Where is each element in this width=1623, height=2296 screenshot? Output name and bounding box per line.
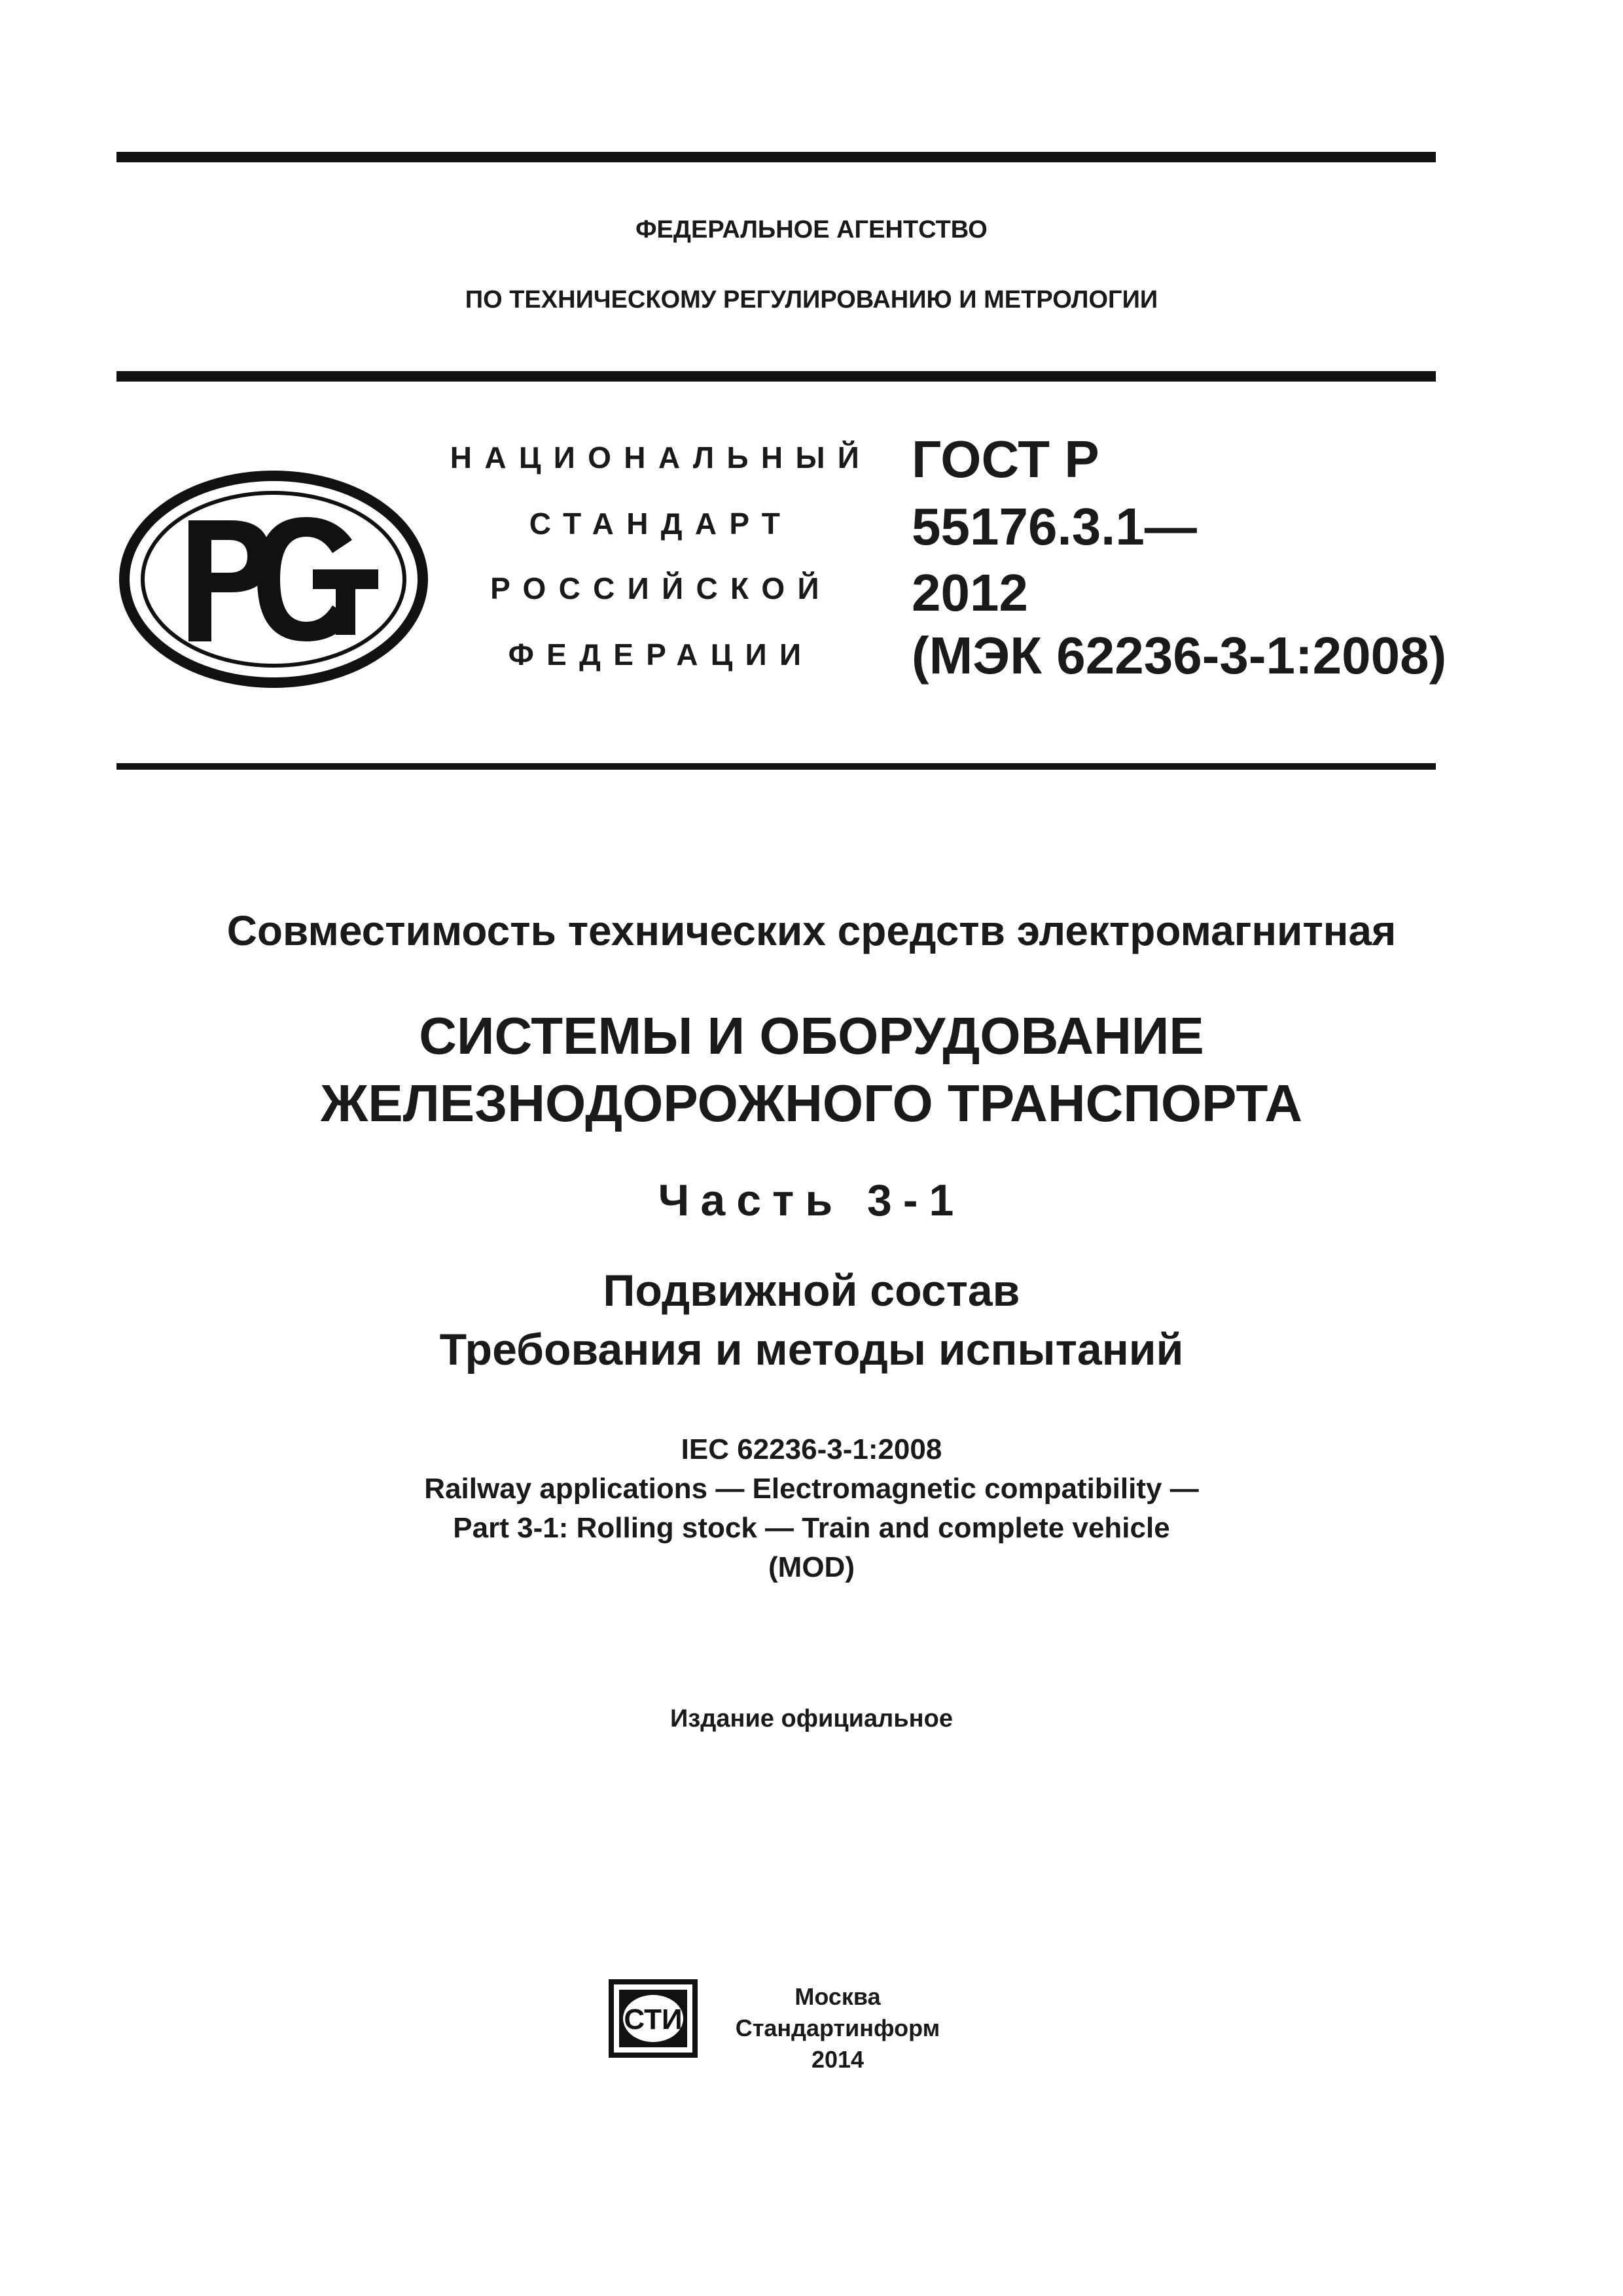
standartinform-logo [607,1978,699,2059]
header-rule [116,371,1436,382]
subtitle-line-1: Подвижной состав [603,1266,1020,1316]
standard-number-line-3: 2012 [912,564,1028,622]
publisher-name: Стандартинформ [735,2015,940,2041]
standard-number-line-4: (МЭК 62236-3-1:2008) [912,626,1447,685]
edition-label: Издание официальное [670,1705,953,1732]
standard-label-line-4: ФЕДЕРАЦИИ [508,637,814,672]
iec-line-4: (MOD) [768,1551,855,1583]
publisher-city: Москва [794,1983,881,2010]
main-title-line-1: СИСТЕМЫ И ОБОРУДОВАНИЕ [419,1007,1204,1065]
agency-line-2: ПО ТЕХНИЧЕСКОМУ РЕГУЛИРОВАНИЮ И МЕТРОЛОГИИ [465,286,1158,314]
top-rule [116,152,1436,162]
standard-number-line-2: 55176.3.1— [912,497,1197,556]
iec-line-3: Part 3-1: Rolling stock — Train and complete vehicle [453,1512,1170,1544]
publisher-year: 2014 [811,2046,865,2073]
publisher-block [720,1981,955,2075]
standard-label-line-3: РОССИЙСКОЙ [490,571,832,605]
standard-label-line-1: НАЦИОНАЛЬНЫЙ [450,440,872,475]
standard-rule [116,763,1436,770]
standard-label-line-2: СТАНДАРТ [529,507,793,541]
agency-line-1: ФЕДЕРАЛЬНОЕ АГЕНТСТВО [635,216,988,243]
rst-logo [116,468,431,691]
part-title [0,1175,1623,1226]
subtitle-line-2: Требования и методы испытаний [439,1325,1184,1374]
part-label: Часть 3-1 [658,1175,965,1225]
standard-number-line-1: ГОСТ Р [912,430,1099,488]
iec-line-1: IEC 62236-3-1:2008 [681,1433,942,1465]
svg-text:СТИ: СТИ [624,2003,683,2036]
iec-line-2: Railway applications — Electromagnetic compatibility — [424,1473,1199,1505]
main-title-line-2: ЖЕЛЕЗНОДОРОЖНОГО ТРАНСПОРТА [320,1074,1303,1132]
subject-title: Совместимость технических средств электромагнитная [226,907,1397,954]
